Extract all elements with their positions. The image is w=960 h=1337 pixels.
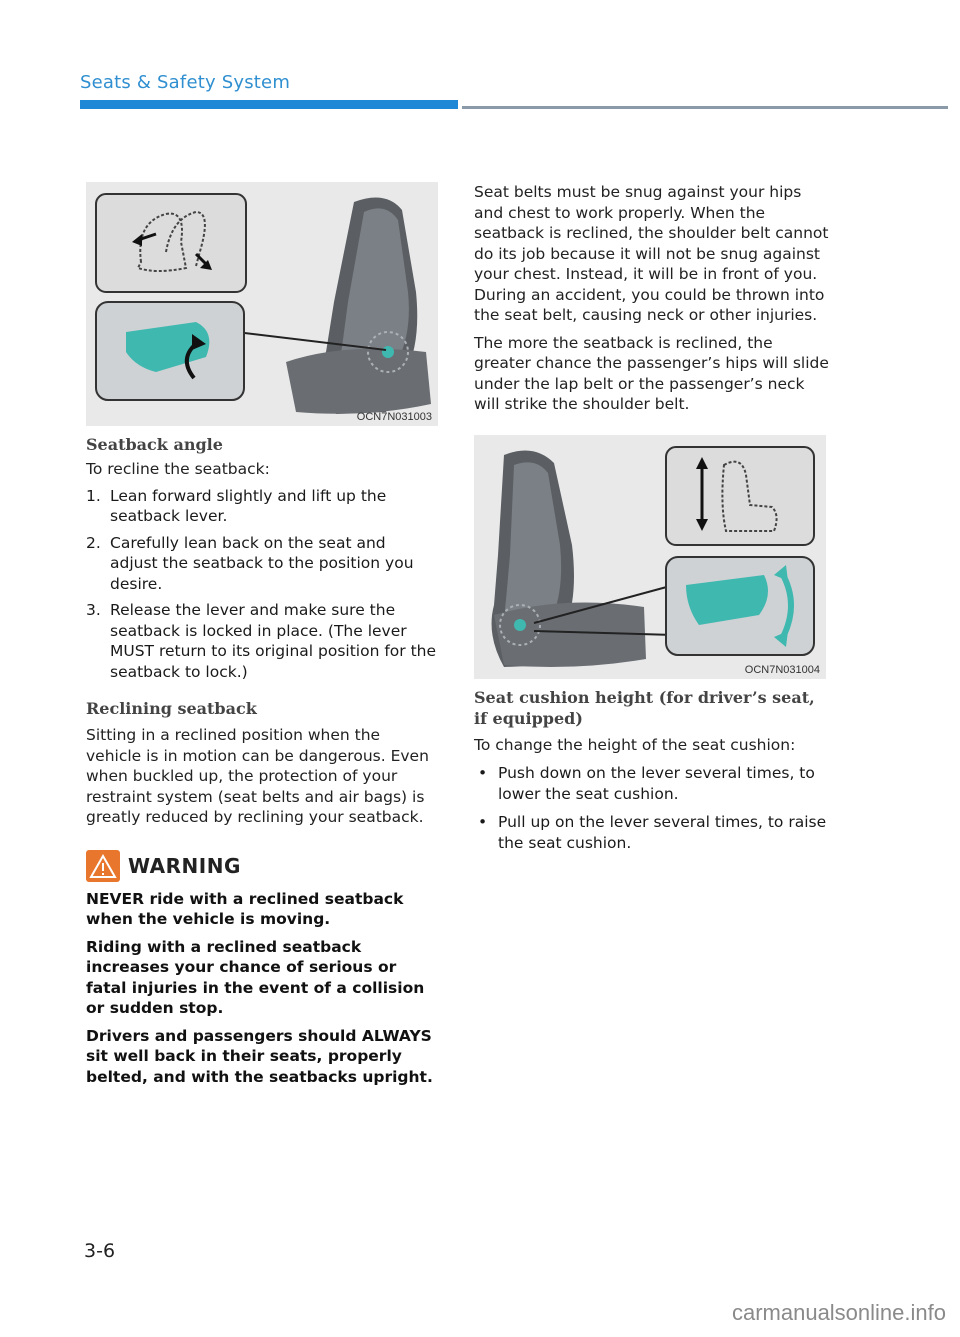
seatback-lever-drawing xyxy=(86,182,438,426)
warning-title: WARNING xyxy=(128,853,241,878)
cushion-height-heading: Seat cushion height (for driver’s seat, if equipped) xyxy=(474,687,815,728)
cushion-lever-drawing xyxy=(474,435,826,679)
cushion-bullets xyxy=(474,763,830,853)
right-column xyxy=(474,182,830,853)
warning-text: Drivers and passengers should ALWAYS sit well back in their seats, properly belted, and with the seatbacks upright. xyxy=(86,1026,433,1086)
page-number: 3-6 xyxy=(84,1240,116,1262)
seatback-angle-heading: Seatback angle xyxy=(86,435,223,454)
reclining-heading: Reclining seatback xyxy=(86,699,257,718)
recline-intro: To recline the seatback: xyxy=(86,460,270,478)
bullet-item: • Pull up on the lever several times, to raise the seat cushion. xyxy=(478,813,827,852)
warning-text: NEVER ride with a reclined seatback when the vehicle is moving. xyxy=(86,889,404,928)
bullet-item: • Push down on the lever several times, to lower the seat cushion. xyxy=(478,764,815,803)
header-rule-blue xyxy=(80,100,458,109)
figure-code: OCN7N031004 xyxy=(744,663,820,676)
warning-text: Riding with a reclined seatback increases your chance of serious or fatal injuries in the event of a collision or sudden stop. xyxy=(86,937,425,1017)
step-item: 3. Release the lever and make sure the seatback is locked in place. (The lever MUST return to its original position for the seatback to lock.) xyxy=(86,601,437,681)
section-title: Seats & Safety System xyxy=(80,72,291,93)
reclining-text: Sitting in a reclined position when the vehicle is in motion can be dangerous. Even when buckled up, the protection of your restraint system (seat belts and air bags) is greatly reduced by reclining your seatback. xyxy=(86,726,429,826)
seat-belt-paragraph: Seat belts must be snug against your hips and chest to work properly. When the seatback is reclined, the shoulder belt cannot do its job because it will not be snug against your chest. Instead, it will be in front of you. During an accident, you could be thrown into the seat belt, causing neck or other injuries. xyxy=(474,183,829,324)
header-rule-gray xyxy=(462,106,948,109)
watermark: carmanualsonline.info xyxy=(731,1300,946,1325)
step-item: 2. Carefully lean back on the seat and adjust the seatback to the position you desire. xyxy=(86,533,414,593)
left-column xyxy=(86,182,438,1087)
warning-header xyxy=(86,850,438,882)
recline-steps xyxy=(86,486,438,683)
step-item: 1. Lean forward slightly and lift up the seatback lever. xyxy=(86,486,387,525)
seat-cushion-illustration xyxy=(474,435,826,679)
warning-icon xyxy=(86,850,120,882)
figure-code: OCN7N031003 xyxy=(356,411,432,423)
recline-risk-paragraph: The more the seatback is reclined, the greater chance the passenger’s hips will slide under the lap belt or the passenger’s neck will strike the shoulder belt. xyxy=(474,333,829,413)
cushion-intro: To change the height of the seat cushion: xyxy=(474,735,796,754)
seatback-angle-illustration xyxy=(86,182,438,426)
